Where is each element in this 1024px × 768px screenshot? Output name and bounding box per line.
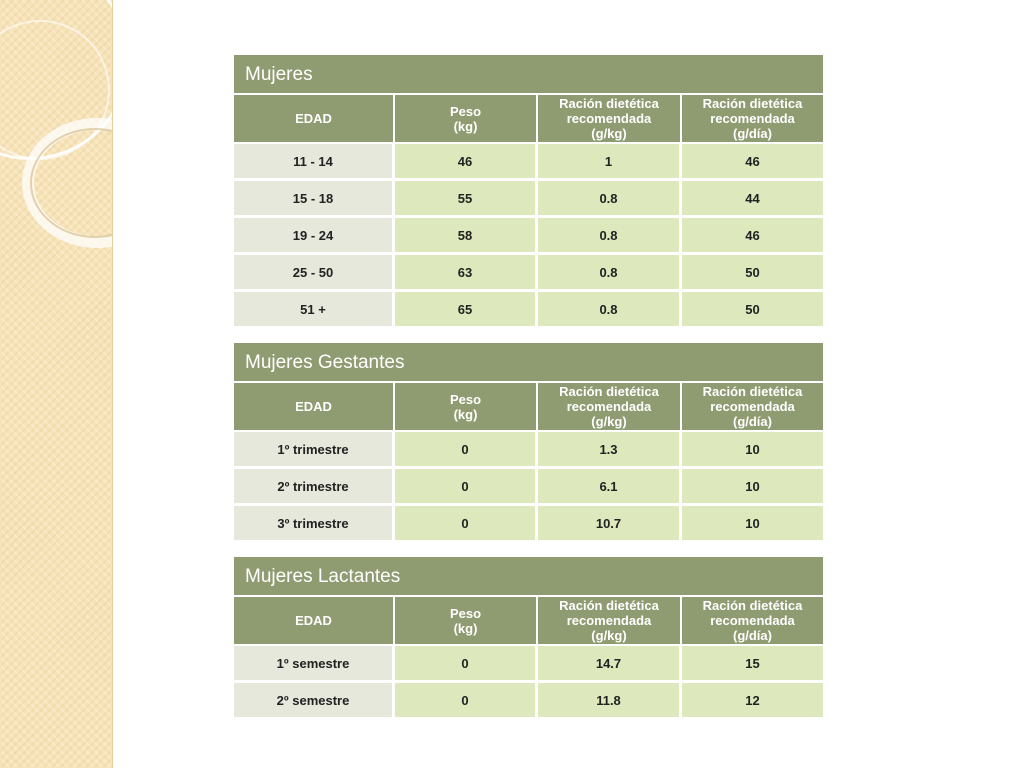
cell-racion-gdia: 44 (682, 181, 823, 218)
cell-edad: 15 - 18 (234, 181, 395, 218)
table-row (234, 432, 823, 469)
column-header-peso: Peso (kg) (395, 95, 538, 142)
column-header-racion-gdia: Ración dietética recomendada (g/día) (702, 384, 803, 429)
table-row (234, 506, 823, 543)
cell-racion-gdia: 15 (682, 646, 823, 683)
cell-racion-gkg: 0.8 (538, 181, 682, 218)
table-row (234, 646, 823, 683)
cell-racion-gkg: 6.1 (538, 469, 682, 506)
cell-racion-gkg: 0.8 (538, 218, 682, 255)
table-row (234, 683, 823, 720)
side-decoration (0, 0, 113, 768)
cell-edad: 2º trimestre (234, 469, 395, 506)
column-header-racion-gkg: Ración dietética recomendada (g/kg) (538, 383, 682, 430)
column-header-edad: EDAD (234, 597, 395, 644)
cell-peso: 55 (395, 181, 538, 218)
table-row (234, 255, 823, 292)
table-title: Mujeres Lactantes (234, 557, 823, 597)
column-header-racion-gdia: Ración dietética recomendada (g/día) (702, 96, 803, 141)
cell-peso: 46 (395, 144, 538, 181)
cell-peso: 0 (395, 469, 538, 506)
table-row (234, 292, 823, 329)
cell-peso: 58 (395, 218, 538, 255)
table-row (234, 144, 823, 181)
table-header-row (234, 95, 823, 144)
cell-racion-gkg: 14.7 (538, 646, 682, 683)
table-title: Mujeres Gestantes (234, 343, 823, 383)
table-header-row (234, 597, 823, 646)
cell-racion-gkg: 0.8 (538, 255, 682, 292)
table-mujeres-gestantes (234, 343, 823, 543)
cell-peso: 0 (395, 506, 538, 543)
cell-edad: 51 + (234, 292, 395, 329)
column-header-racion-gdia: Ración dietética recomendada (g/día) (702, 598, 803, 643)
cell-racion-gkg: 11.8 (538, 683, 682, 720)
table-mujeres-lactantes (234, 557, 823, 720)
cell-racion-gdia: 10 (682, 506, 823, 543)
column-header-edad: EDAD (234, 383, 395, 430)
column-header-peso: Peso (kg) (395, 597, 538, 644)
cell-racion-gdia: 12 (682, 683, 823, 720)
table-row (234, 218, 823, 255)
cell-peso: 0 (395, 432, 538, 469)
cell-peso: 65 (395, 292, 538, 329)
cell-racion-gdia: 46 (682, 218, 823, 255)
cell-racion-gkg: 1 (538, 144, 682, 181)
tables-container (234, 55, 823, 734)
table-mujeres (234, 55, 823, 329)
cell-edad: 19 - 24 (234, 218, 395, 255)
cell-racion-gkg: 1.3 (538, 432, 682, 469)
table-header-row (234, 383, 823, 432)
cell-racion-gdia: 50 (682, 292, 823, 329)
table-row (234, 181, 823, 218)
cell-peso: 0 (395, 683, 538, 720)
cell-edad: 11 - 14 (234, 144, 395, 181)
table-row (234, 469, 823, 506)
table-title: Mujeres (234, 55, 823, 95)
cell-racion-gkg: 10.7 (538, 506, 682, 543)
cell-edad: 3º trimestre (234, 506, 395, 543)
cell-edad: 1º trimestre (234, 432, 395, 469)
cell-racion-gdia: 46 (682, 144, 823, 181)
cell-racion-gdia: 10 (682, 469, 823, 506)
cell-edad: 25 - 50 (234, 255, 395, 292)
cell-edad: 2º semestre (234, 683, 395, 720)
cell-peso: 63 (395, 255, 538, 292)
cell-racion-gdia: 10 (682, 432, 823, 469)
column-header-racion-gkg: Ración dietética recomendada (g/kg) (538, 95, 682, 142)
column-header-peso: Peso (kg) (395, 383, 538, 430)
cell-racion-gdia: 50 (682, 255, 823, 292)
cell-edad: 1º semestre (234, 646, 395, 683)
column-header-edad: EDAD (234, 95, 395, 142)
cell-peso: 0 (395, 646, 538, 683)
column-header-racion-gkg: Ración dietética recomendada (g/kg) (538, 597, 682, 644)
cell-racion-gkg: 0.8 (538, 292, 682, 329)
